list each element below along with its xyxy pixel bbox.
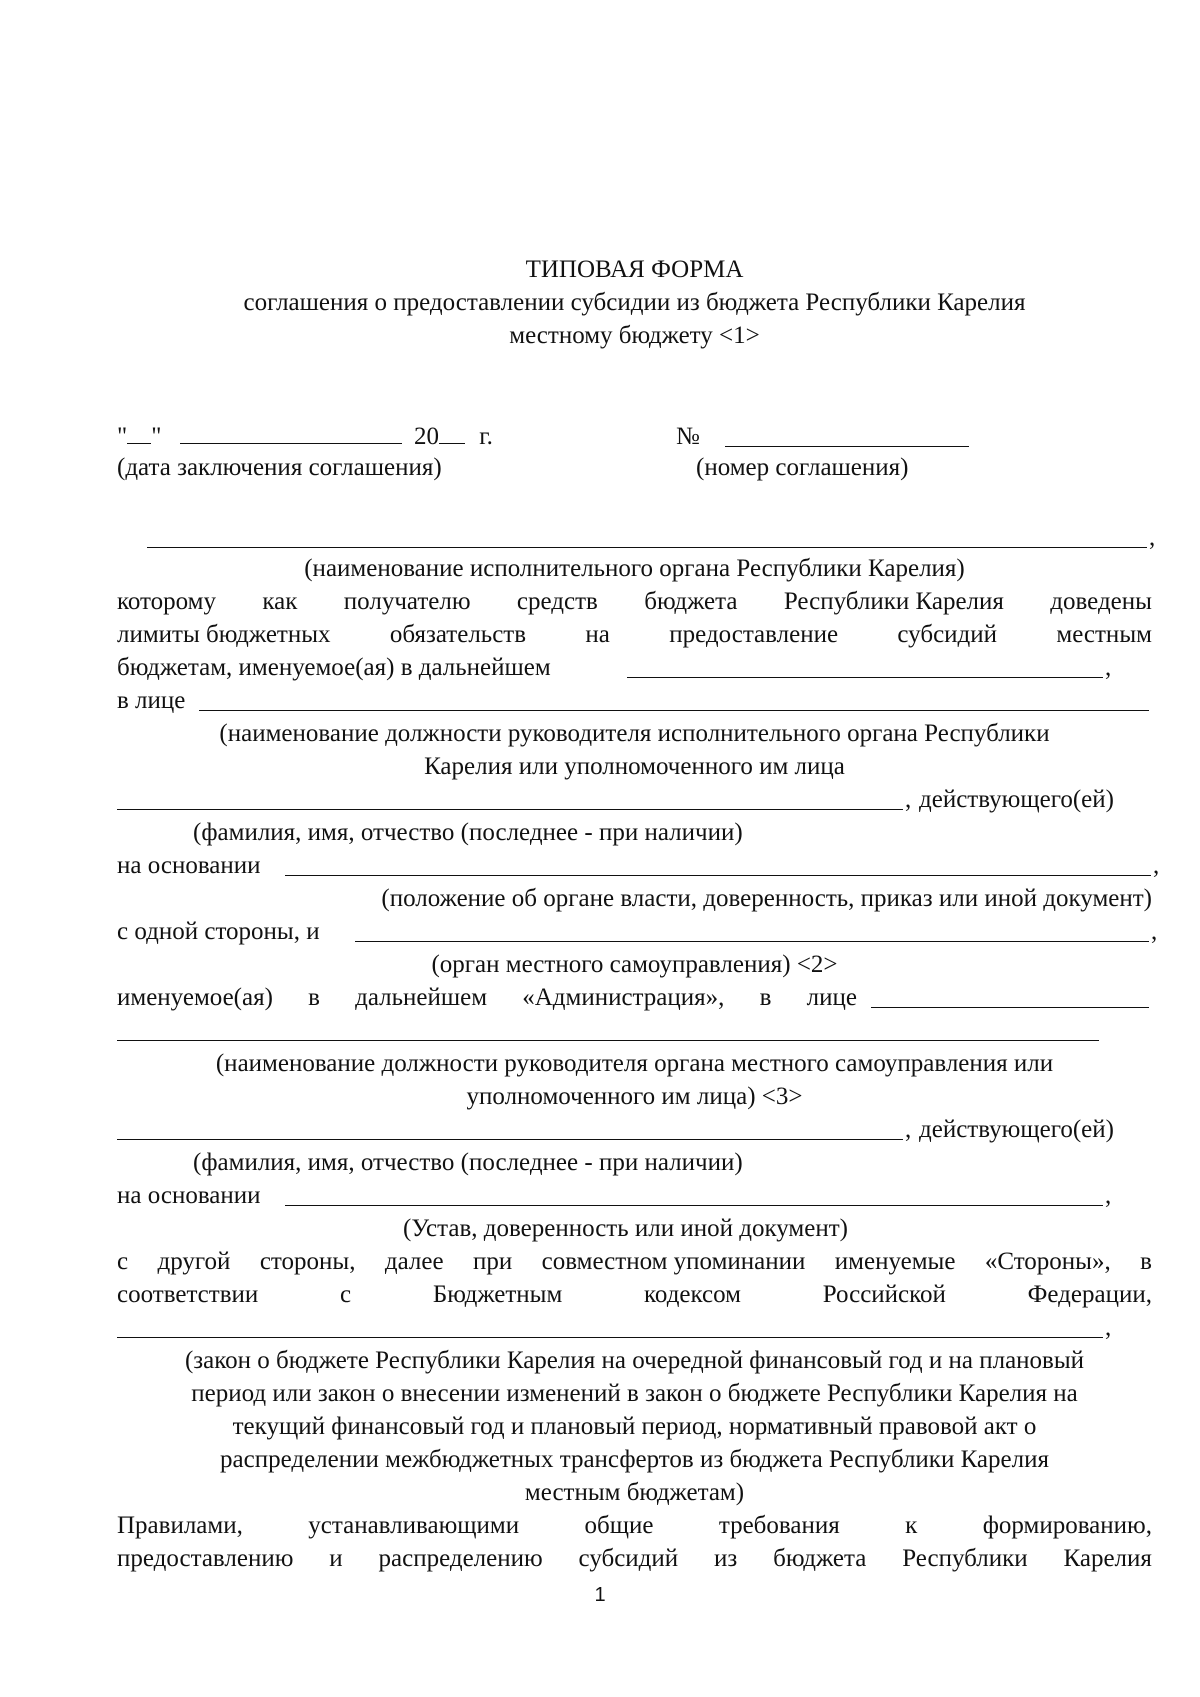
number-sign: № [676,423,700,450]
law-caption-3: текущий финансовый год и плановый период, нормативный правовой акт о [232,1413,1037,1440]
org-caption: (наименование исполнительного органа Республики Карелия) [304,555,965,582]
position-caption-1: (наименование должности руководителя исполнительного органа Республики [219,720,1050,747]
law-caption-2: период или закон о внесении изменений в закон о бюджете Республики Карелия на [191,1380,1078,1407]
recipient-line-1: которому как получателю средств бюджета Республики Карелия доведены [117,588,1152,615]
rules-line-1: Правилами, устанавливающими общие требования к формированию, [117,1512,1152,1539]
page-number: 1 [594,1584,606,1606]
form-title: ТИПОВАЯ ФОРМА [525,256,744,283]
date-caption: (дата заключения соглашения) [117,454,442,481]
short-name-blank [627,657,1103,678]
date-caption-row [117,453,1152,483]
one-side-line: с одной стороны, и , [117,918,1158,945]
other-side-line: с другой стороны, далее при совместном упоминании именуемые «Стороны», в [117,1248,1152,1275]
quote-close: " [151,423,162,450]
form-subtitle-line-1: соглашения о предоставлении субсидии из бюджета Республики Карелия [243,289,1026,316]
org-name-line: , [117,523,1152,553]
org-name-blank [147,527,1147,548]
fio-blank [117,789,903,810]
admin-basis-caption-row: (Устав, доверенность или иной документ) [403,1215,848,1242]
year-suffix: г. [479,423,493,450]
year-blank [439,423,465,444]
quote-open: " [117,423,128,450]
basis-blank [285,855,1151,876]
month-blank [180,423,402,444]
municipal-org-caption: (орган местного самоуправления) <2> [431,951,838,978]
law-caption-1: (закон о бюджете Республики Карелия на очередной финансовый год и на плановый [184,1347,1085,1374]
law-line: , [117,1313,1152,1343]
day-blank [127,423,151,444]
administration-line: именуемое(ая) в дальнейшем «Администрация», в лице [117,983,1152,1013]
admin-basis-line: на основании , [117,1182,1112,1209]
number-caption: (номер соглашения) [696,454,909,481]
admin-person-line-2 [117,1016,1152,1046]
admin-person-blank-1 [871,987,1149,1008]
basis-caption-row: (положение об органе власти, доверенность, приказ или иной документ) [381,885,1152,912]
budget-code-line: соответствии с Бюджетным кодексом Российской Федерации, [117,1281,1152,1308]
recipient-line-2: лимиты бюджетных обязательств на предоставление субсидий местным [117,621,1152,648]
date-number-row [117,422,1152,452]
year-prefix: 20 [413,423,439,450]
admin-person-blank-2 [117,1020,1099,1041]
admin-fio-line: , действующего(ей) [117,1115,1152,1145]
person-blank [199,690,1149,711]
person-line: в лице [117,686,1152,716]
admin-basis-blank [285,1185,1103,1206]
named-as-line: бюджетам, именуемое(ая) в дальнейшем , [117,654,1112,681]
form-subtitle-line-2: местному бюджету <1> [509,322,760,349]
law-caption-5: местным бюджетам) [524,1479,745,1506]
admin-position-caption-2: уполномоченного им лица) <3> [466,1083,803,1110]
position-caption-2: Карелия или уполномоченного им лица [424,753,845,780]
rules-line-2: предоставлению и распределению субсидий из бюджета Республики Карелия [117,1545,1152,1572]
municipality-blank [355,921,1149,942]
fio-line: , действующего(ей) [117,785,1152,815]
admin-fio-blank [117,1119,903,1140]
fio-caption-row: (фамилия, имя, отчество (последнее - при наличии) [193,819,743,846]
basis-line: на основании , [117,852,1160,879]
number-blank [725,426,969,447]
law-blank [117,1317,1103,1338]
admin-position-caption-1: (наименование должности руководителя органа местного самоуправления или [215,1050,1054,1077]
admin-fio-caption-row: (фамилия, имя, отчество (последнее - при наличии) [193,1149,743,1176]
law-caption-4: распределении межбюджетных трансфертов из бюджета Республики Карелия [220,1446,1049,1473]
